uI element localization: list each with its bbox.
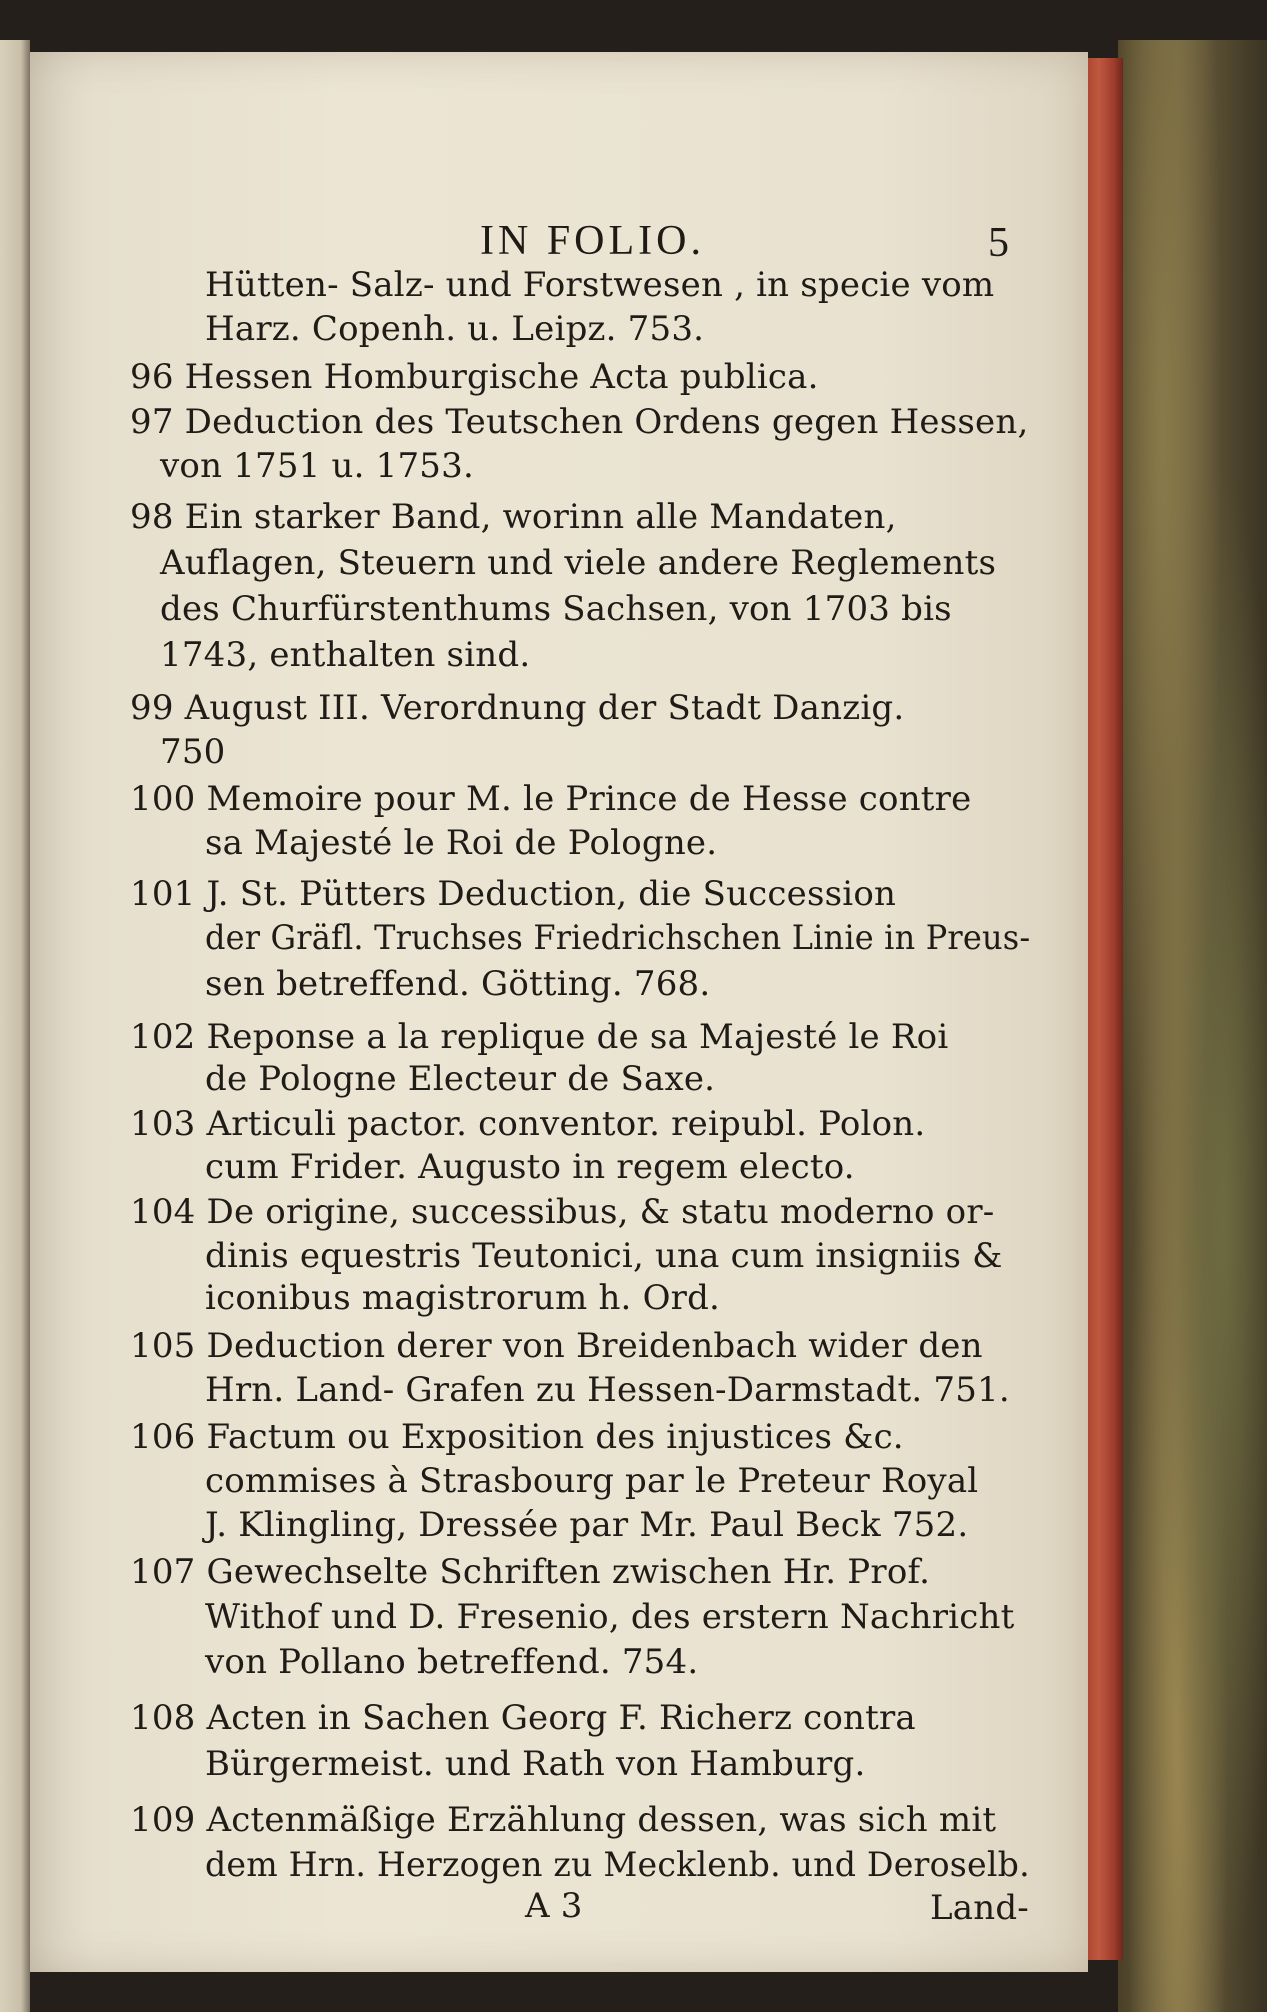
book-page bbox=[30, 52, 1088, 1972]
text-line: 101 J. St. Pütters Deduction, die Succession bbox=[130, 874, 897, 914]
text-line: 99 August III. Verordnung der Stadt Danzig. bbox=[130, 688, 905, 728]
text-line: 97 Deduction des Teutschen Ordens gegen Hessen, bbox=[130, 402, 1029, 442]
text-line: dem Hrn. Herzogen zu Mecklenb. und Deroselb. bbox=[205, 1845, 1030, 1885]
text-line: 106 Factum ou Exposition des injustices &c. bbox=[130, 1417, 904, 1457]
text-line: dinis equestris Teutonici, una cum insigniis & bbox=[205, 1236, 1003, 1276]
text-line: J. Klingling, Dressée par Mr. Paul Beck 752. bbox=[205, 1505, 969, 1545]
text-line: 105 Deduction derer von Breidenbach wider den bbox=[130, 1326, 983, 1366]
signature-mark: A 3 bbox=[525, 1886, 583, 1926]
book-cover-board bbox=[1118, 40, 1267, 2012]
text-line: 750 bbox=[160, 732, 226, 772]
text-line: 1743, enthalten sind. bbox=[160, 635, 531, 675]
text-line: 103 Articuli pactor. conventor. reipubl. Polon. bbox=[130, 1104, 926, 1144]
text-line: Bürgermeist. und Rath von Hamburg. bbox=[205, 1744, 866, 1784]
page-body bbox=[30, 52, 1088, 1972]
text-line: 98 Ein starker Band, worinn alle Mandaten, bbox=[130, 497, 897, 537]
red-page-edge bbox=[1083, 58, 1123, 1960]
text-line: 96 Hessen Homburgische Acta publica. bbox=[130, 357, 819, 397]
page-number: 5 bbox=[988, 220, 1009, 266]
text-line: Hrn. Land- Grafen zu Hessen-Darmstadt. 751. bbox=[205, 1370, 1010, 1410]
text-line: de Pologne Electeur de Saxe. bbox=[205, 1059, 716, 1099]
text-line: von Pollano betreffend. 754. bbox=[205, 1642, 699, 1682]
text-line: 100 Memoire pour M. le Prince de Hesse contre bbox=[130, 779, 972, 819]
text-line: commises à Strasbourg par le Preteur Royal bbox=[205, 1461, 979, 1501]
text-line: 108 Acten in Sachen Georg F. Richerz contra bbox=[130, 1698, 916, 1738]
text-line: Withof und D. Fresenio, des erstern Nachricht bbox=[205, 1597, 1015, 1637]
text-line: Harz. Copenh. u. Leipz. 753. bbox=[205, 309, 705, 349]
text-line: Auflagen, Steuern und viele andere Reglements bbox=[160, 543, 997, 583]
text-line: 104 De origine, successibus, & statu moderno or- bbox=[130, 1192, 995, 1232]
text-line: der Gräfl. Truchses Friedrichschen Linie in Preus- bbox=[205, 918, 1031, 958]
text-line: 109 Actenmäßige Erzählung dessen, was sich mit bbox=[130, 1800, 997, 1840]
text-line: iconibus magistrorum h. Ord. bbox=[205, 1278, 721, 1318]
text-line: des Churfürstenthums Sachsen, von 1703 bis bbox=[160, 589, 952, 629]
text-line: cum Frider. Augusto in regem electo. bbox=[205, 1147, 855, 1187]
text-line: 102 Reponse a la replique de sa Majesté le Roi bbox=[130, 1017, 949, 1057]
text-line: von 1751 u. 1753. bbox=[160, 446, 474, 486]
catchword: Land- bbox=[930, 1888, 1029, 1928]
text-line: Hütten- Salz- und Forstwesen , in specie vom bbox=[205, 265, 995, 305]
facing-page-edge bbox=[0, 40, 30, 2012]
text-line: sa Majesté le Roi de Pologne. bbox=[205, 823, 718, 863]
text-line: 107 Gewechselte Schriften zwischen Hr. Prof. bbox=[130, 1552, 931, 1592]
running-head-title: IN FOLIO. bbox=[480, 218, 705, 264]
text-line: sen betreffend. Götting. 768. bbox=[205, 964, 711, 1004]
